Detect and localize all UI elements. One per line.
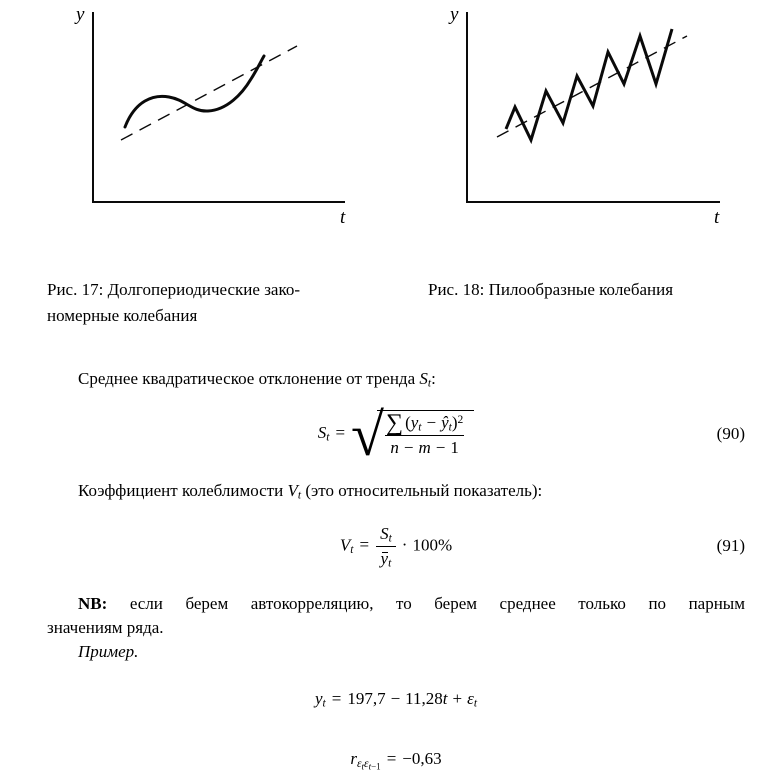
plus-sign: + [452,689,463,708]
fig17-trend-line [121,46,297,140]
math-sub: t [388,532,392,545]
fig18-trend-line [497,36,687,137]
example-label: Пример. [78,642,139,661]
math-var: t [442,689,448,708]
fig18-series-zigzag [506,29,672,140]
body-text: Коэффициент колеблимости [78,481,288,500]
math-sup: 2 [457,413,464,426]
math-var: ε [364,757,369,770]
math-number: 197,7 [347,689,386,708]
math-var: ε [467,689,474,708]
math-number: 11,28 [405,689,443,708]
figure-17-plot [40,0,360,228]
math-var: m [418,437,431,457]
math-number: 1 [450,437,459,457]
caption-line: Рис. 17: Долгопериодические зако- [47,280,301,299]
fraction-denominator [376,546,397,569]
body-text: Среднее квадратическое отклонение от тренда [78,369,420,388]
fig17-y-axis-label: y [76,4,85,25]
math-var: S [380,523,389,543]
math-sub [357,758,381,770]
math-var: S [419,369,428,388]
paren: ) [451,412,458,432]
caption-line: Рис. 18: Пилообразные колебания [428,280,674,299]
minus-sign: − [426,412,437,432]
minus-sign: − [390,689,401,708]
body-text: если берем автокорреляцию, то берем среднее только по парным [107,594,745,613]
math-var: ε [356,757,362,770]
figure-18-caption [428,277,758,303]
equals-sign: = [386,749,397,768]
math-sub: t [326,431,330,444]
math-subsub [369,761,381,771]
math-subsub-offset: −1 [371,760,381,771]
nb-label: NB: [78,594,108,613]
equation-number: (91) [716,536,745,555]
paragraph-variability [47,479,745,503]
math-sub: t [448,421,452,434]
math-subsub-t: t [368,760,372,771]
fig17-series-curve [125,56,264,127]
equation-number: (90) [716,424,745,443]
paragraph-example [47,640,745,664]
figure-17-caption [47,277,377,329]
minus-sign: − [435,437,446,457]
equation-91 [47,518,745,574]
paren: ( [405,412,411,432]
fig18-y-axis-label: y [450,4,459,25]
equation-trend-model [47,686,745,712]
body-text: (это относительный показатель): [301,481,543,500]
math-var: y [380,548,389,568]
math-sub: t [322,697,326,710]
math-var-bar [380,548,392,570]
radicand [377,410,474,459]
fraction-numerator [381,409,468,436]
math-var: y [314,689,323,708]
math-sub: t [388,557,392,570]
math-var: S [317,422,327,442]
cdot-sign: · [401,534,408,554]
math-number: −0,63 [402,749,442,768]
equation-trend-body [315,689,477,709]
equation-91-body [340,524,452,569]
math-var: n [390,437,399,457]
math-var-hat: ŷ [441,412,449,432]
math-var: r [350,749,357,768]
fig17-t-axis-label: t [340,207,346,228]
equation-90 [47,402,745,466]
body-text: : [431,369,436,388]
figure-18-plot [420,0,752,228]
nb-line: значениям ряда. [47,618,164,637]
equation-autocorrelation [47,744,745,774]
equals-sign: = [331,689,342,708]
math-sub: t [297,489,302,502]
math-sub: t [473,697,478,710]
math-sub: t [418,421,422,434]
equation-autocorr-body [350,749,441,769]
math-sub: t [427,377,432,390]
fig18-t-axis-label: t [714,207,720,228]
summation-sign-icon: ∑ [385,409,404,436]
minus-sign: − [403,437,414,457]
math-var: V [287,481,298,500]
math-sub: t [350,543,354,556]
fraction [375,524,397,569]
math-var: y [410,412,419,432]
math-var: V [339,534,351,554]
paragraph-nb [47,592,745,640]
sqrt-expression [351,402,474,468]
math-number: 100% [412,534,453,554]
fraction-denominator [385,435,463,458]
fraction-numerator [375,524,397,546]
equals-sign: = [359,534,370,554]
equation-90-body [317,402,475,468]
math-subsub: t [361,760,365,771]
fraction [381,409,468,458]
nb-line [47,592,745,616]
paragraph-std-deviation [47,367,745,391]
caption-line: номерные колебания [47,306,198,325]
radical-sign-icon: √ [351,402,384,468]
equals-sign: = [335,422,346,442]
